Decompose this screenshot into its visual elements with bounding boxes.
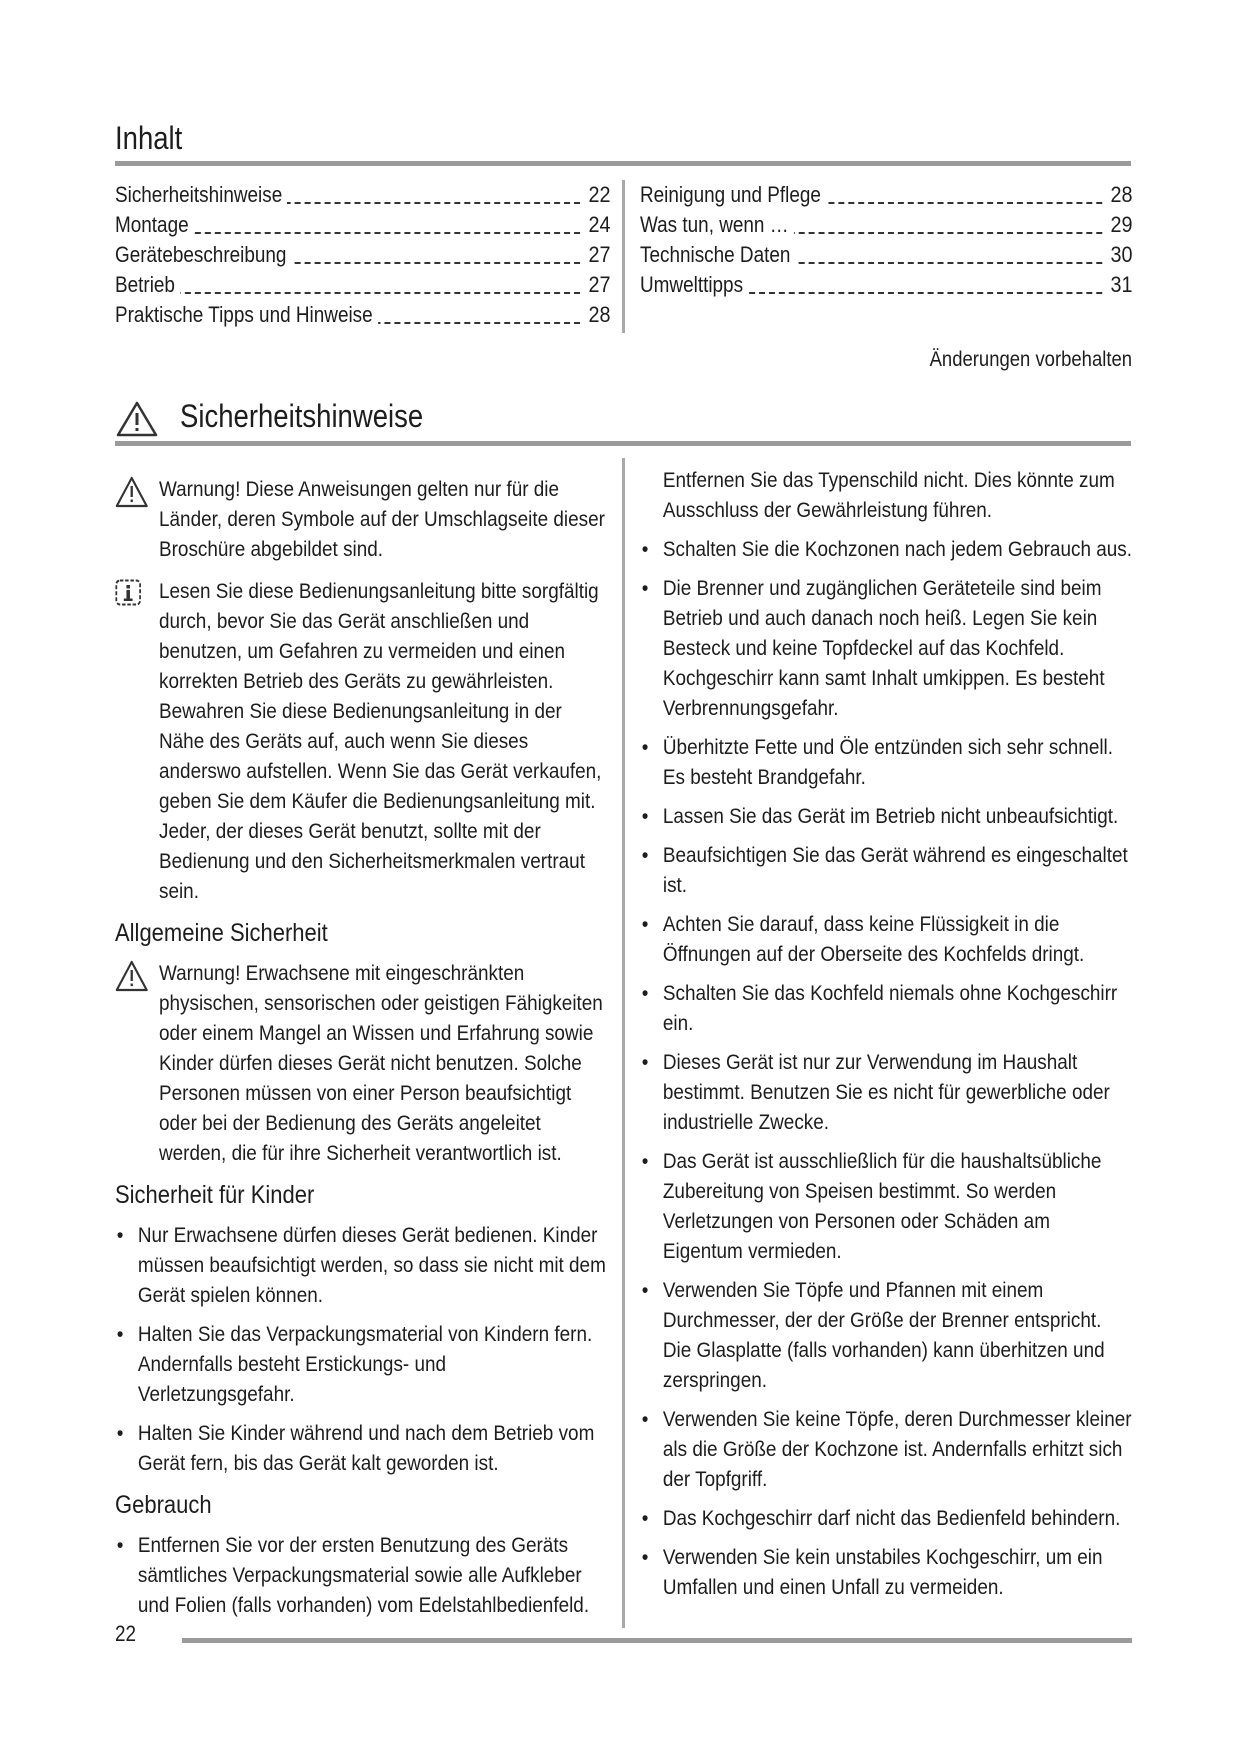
warning-label: Warnung! — [159, 477, 241, 501]
toc-entry[interactable] — [115, 210, 610, 240]
list-item: • Beaufsichtigen Sie das Gerät während es eingeschaltet ist. — [640, 840, 1133, 900]
toc-entry-label: Reinigung und Pflege — [640, 180, 826, 210]
toc-entry-page: 22 — [581, 180, 610, 210]
list-item: • Dieses Gerät ist nur zur Verwendung im Haushalt bestimmt. Benutzen Sie es nicht für gewerbliche oder industrielle Zwecke. — [640, 1047, 1133, 1137]
general-warning-text: Erwachsene mit eingeschränkten physischen, sensorischen oder geistigen Fähigkeiten oder einem Mangel an Wissen und Erfahrung sowie Kinder dürfen dieses Gerät nicht benutzen. Solche Personen müssen von einer Person beaufsichtigt oder bei der Bedienung des Geräts angeleitet werden, die für ihre Sicherheit verantwortlich ist. — [159, 961, 603, 1165]
general-safety-heading: Allgemeine Sicherheit — [115, 919, 328, 947]
section-rule — [115, 441, 1131, 446]
info-icon — [115, 579, 141, 607]
toc-entry-page: 27 — [581, 240, 610, 270]
changes-note: Änderungen vorbehalten — [929, 348, 1132, 371]
warning-triangle-icon — [115, 960, 148, 992]
list-item: • Lassen Sie das Gerät im Betrieb nicht unbeaufsichtigt. — [640, 801, 1133, 831]
toc-entry-page: 28 — [1103, 180, 1132, 210]
toc-entry-label: Sicherheitshinweise — [115, 180, 287, 210]
intro-warning — [115, 474, 608, 564]
toc-entry[interactable] — [640, 240, 1132, 270]
info-note — [115, 576, 608, 906]
toc-entry[interactable] — [115, 300, 610, 330]
list-item: • Nur Erwachsene dürfen dieses Gerät bedienen. Kinder müssen beaufsichtigt werden, so dass sie nicht mit dem Gerät spielen können. — [115, 1220, 608, 1310]
warning-label: Warnung! — [159, 961, 241, 985]
children-safety-heading: Sicherheit für Kinder — [115, 1181, 315, 1209]
footer-rule — [182, 1638, 1132, 1643]
toc-entry-label: Technische Daten — [640, 240, 796, 270]
list-item: • Das Gerät ist ausschließlich für die haushaltsübliche Zubereitung von Speisen bestimmt. So werden Verletzungen von Personen oder Schäden am Eigentum vermieden. — [640, 1146, 1133, 1266]
toc-entry-label: Betrieb — [115, 270, 180, 300]
list-item: • Verwenden Sie kein unstabiles Kochgeschirr, um ein Umfallen und einen Unfall zu vermeiden. — [640, 1542, 1133, 1602]
toc-entry[interactable] — [115, 180, 610, 210]
list-item: • Verwenden Sie Töpfe und Pfannen mit einem Durchmesser, der der Größe der Brenner entspricht. Die Glasplatte (falls vorhanden) kann überhitzen und zerspringen. — [640, 1275, 1133, 1395]
list-item: • Verwenden Sie keine Töpfe, deren Durchmesser kleiner als die Größe der Kochzone ist. Andernfalls erhitzt sich der Topfgriff. — [640, 1404, 1133, 1494]
list-item: • Halten Sie Kinder während und nach dem Betrieb vom Gerät fern, bis das Gerät kalt geworden ist. — [115, 1418, 608, 1478]
toc-entry[interactable] — [115, 270, 610, 300]
page-number: 22 — [115, 1621, 137, 1646]
toc-entry-page: 30 — [1103, 240, 1132, 270]
general-warning — [115, 958, 608, 1168]
section-title: Sicherheitshinweise — [180, 398, 424, 434]
toc-entry-page: 28 — [581, 300, 610, 330]
toc-entry-label: Gerätebeschreibung — [115, 240, 292, 270]
use-heading: Gebrauch — [115, 1491, 212, 1519]
toc-entry-page: 29 — [1103, 210, 1132, 240]
toc-left — [115, 180, 610, 330]
toc-entry-page: 24 — [581, 210, 610, 240]
info-text: Lesen Sie diese Bedienungsanleitung bitte sorgfältig durch, bevor Sie das Gerät anschließen und benutzen, um Gefahren zu vermeiden und einen korrekten Betrieb des Geräts zu gewährleisten. Bewahren Sie diese Bedienungsanleitung in der Nähe des Geräts auf, auch wenn Sie dieses anderswo aufstellen. Wenn Sie das Gerät verkaufen, geben Sie dem Käufer die Bedienungsanleitung mit. Jeder, der dieses Gerät benutzt, sollte mit der Bedienung und den Sicherheitsmerkmalen vertraut sein. — [159, 579, 602, 903]
page-title: Inhalt — [115, 120, 183, 156]
list-item: • Entfernen Sie vor der ersten Benutzung des Geräts sämtliches Verpackungsmaterial sowie alle Aufkleber und Folien (falls vorhanden) vom Edelstahlbedienfeld. — [115, 1530, 608, 1620]
toc-entry-label: Montage — [115, 210, 194, 240]
toc-entry[interactable] — [640, 180, 1132, 210]
toc-entry[interactable] — [640, 210, 1132, 240]
toc-entry[interactable] — [115, 240, 610, 270]
toc-entry-page: 27 — [581, 270, 610, 300]
right-column — [640, 465, 1200, 1611]
warning-triangle-icon — [116, 401, 158, 437]
toc-entry-label: Praktische Tipps und Hinweise — [115, 300, 378, 330]
warning-triangle-icon — [115, 476, 148, 508]
list-item: • Schalten Sie die Kochzonen nach jedem Gebrauch aus. — [640, 534, 1133, 564]
left-column — [115, 474, 675, 1629]
toc-entry-label: Was tun, wenn … — [640, 210, 794, 240]
toc-right — [640, 180, 1132, 300]
toc-entry[interactable] — [640, 270, 1132, 300]
title-rule — [115, 161, 1131, 166]
list-item: • Die Brenner und zugänglichen Geräteteile sind beim Betrieb und auch danach noch heiß. Legen Sie kein Besteck und keine Topfdeckel auf das Kochfeld. Kochgeschirr kann samt Inhalt umkippen. Es besteht Verbrennungsgefahr. — [640, 573, 1133, 723]
list-item: • Halten Sie das Verpackungsmaterial von Kindern fern. Andernfalls besteht Erstickungs- und Verletzungsgefahr. — [115, 1319, 608, 1409]
list-item: • Achten Sie darauf, dass keine Flüssigkeit in die Öffnungen auf der Oberseite des Kochfelds dringt. — [640, 909, 1133, 969]
intro-warning-text: Diese Anweisungen gelten nur für die Länder, deren Symbole auf der Umschlagseite dieser Broschüre abgebildet sind. — [159, 477, 605, 561]
toc-entry-page: 31 — [1103, 270, 1132, 300]
toc-entry-label: Umwelttipps — [640, 270, 748, 300]
list-item: • Überhitzte Fette und Öle entzünden sich sehr schnell. Es besteht Brandgefahr. — [640, 732, 1133, 792]
list-item: • Das Kochgeschirr darf nicht das Bedienfeld behindern. — [640, 1503, 1133, 1533]
list-item: • Schalten Sie das Kochfeld niemals ohne Kochgeschirr ein. — [640, 978, 1133, 1038]
toc-divider — [622, 180, 625, 333]
continued-text: Entfernen Sie das Typenschild nicht. Dies könnte zum Ausschluss der Gewährleistung führen. — [662, 468, 1115, 522]
